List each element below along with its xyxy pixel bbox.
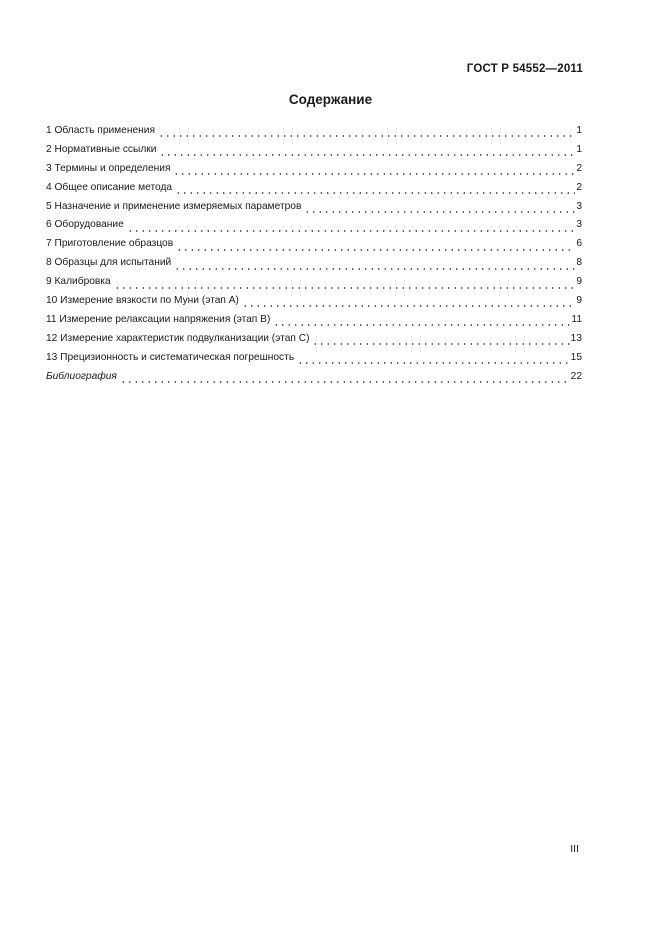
page-number: III <box>570 843 579 855</box>
dot-leader <box>273 314 570 326</box>
toc-entry-page: 11 <box>571 313 582 325</box>
toc-entry-page: 22 <box>570 370 582 382</box>
toc-entry-label: 11 Измерение релаксации напряжения (этап В) <box>46 313 271 325</box>
toc-entry[interactable] <box>46 179 582 198</box>
dot-leader <box>173 163 575 175</box>
toc-entry-label: Библиография <box>46 370 117 382</box>
toc-entry-page: 6 <box>576 238 582 250</box>
toc-entry-page: 1 <box>576 143 582 155</box>
toc-entry-page: 3 <box>576 219 582 231</box>
toc-entry-page: 1 <box>576 125 582 136</box>
toc-entry-label: 9 Калибровка <box>46 276 111 288</box>
toc-entry-label: 12 Измерение характеристик подвулканизации (этап С) <box>46 332 310 344</box>
dot-leader <box>297 352 570 364</box>
dot-leader <box>114 277 576 289</box>
dot-leader <box>120 371 570 383</box>
toc-entry[interactable] <box>46 273 582 292</box>
toc-entry-bibliography[interactable] <box>46 368 582 387</box>
toc-entry-label: 6 Оборудование <box>46 219 124 231</box>
toc-entry-label: 10 Измерение вязкости по Муни (этап А) <box>46 295 239 307</box>
table-of-contents <box>46 122 582 386</box>
toc-entry[interactable] <box>46 330 582 349</box>
toc-entry-page: 2 <box>576 162 582 174</box>
dot-leader <box>304 201 575 213</box>
toc-entry-label: 3 Термины и определения <box>46 162 171 174</box>
toc-entry[interactable] <box>46 141 582 160</box>
toc-entry-page: 2 <box>576 181 582 193</box>
toc-entry-page: 15 <box>570 351 582 363</box>
toc-entry-page: 13 <box>570 332 582 344</box>
toc-entry[interactable] <box>46 122 582 141</box>
toc-entry[interactable] <box>46 254 582 273</box>
dot-leader <box>242 295 575 307</box>
toc-entry-page: 3 <box>576 200 582 212</box>
toc-entry[interactable] <box>46 198 582 217</box>
toc-entry-label: 13 Прецизионность и систематическая погрешность <box>46 351 295 363</box>
toc-title: Содержание <box>288 92 373 107</box>
dot-leader <box>175 182 575 194</box>
toc-entry[interactable] <box>46 311 582 330</box>
toc-entry-label: 8 Образцы для испытаний <box>46 257 172 269</box>
dot-leader <box>312 333 569 345</box>
toc-entry-label: 5 Назначение и применение измеряемых параметров <box>46 200 302 212</box>
toc-entry[interactable] <box>46 160 582 179</box>
toc-entry[interactable] <box>46 292 582 311</box>
toc-entry-page: 9 <box>576 295 582 307</box>
dot-leader <box>159 144 575 156</box>
toc-entry-label: 4 Общее описание метода <box>46 181 173 193</box>
toc-entry-label: 2 Нормативные ссылки <box>46 143 157 155</box>
toc-entry-label: 1 Область применения <box>46 125 155 136</box>
toc-entry[interactable] <box>46 349 582 368</box>
toc-entry[interactable] <box>46 216 582 235</box>
dot-leader <box>158 125 575 137</box>
toc-entry-page: 8 <box>576 257 582 269</box>
toc-entry-page: 9 <box>576 276 582 288</box>
dot-leader <box>174 258 575 270</box>
dot-leader <box>127 220 576 232</box>
dot-leader <box>176 239 575 251</box>
toc-entry[interactable] <box>46 235 582 254</box>
toc-entry-label: 7 Приготовление образцов <box>46 238 174 250</box>
document-code: ГОСТ Р 54552—2011 <box>466 63 583 75</box>
